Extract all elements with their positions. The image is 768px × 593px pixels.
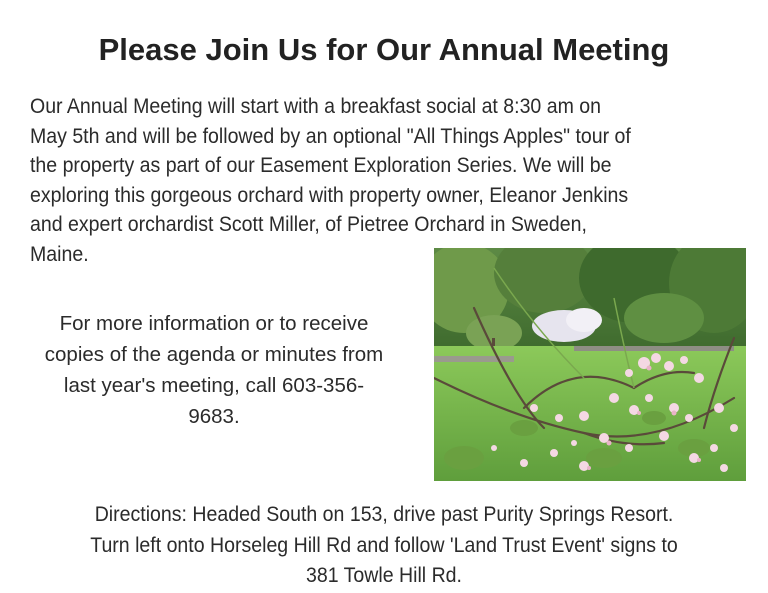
- directions-line: Turn left onto Horseleg Hill Rd and follow 'Land Trust Event' signs to: [90, 533, 678, 557]
- intro-line: and expert orchardist Scott Miller, of Pietree Orchard in Sweden,: [30, 213, 587, 236]
- contact-info-paragraph: [14, 308, 414, 432]
- intro-paragraph: [30, 92, 700, 269]
- intro-line: exploring this gorgeous orchard with property owner, Eleanor Jenkins: [30, 183, 629, 207]
- page-title: Please Join Us for Our Annual Meeting: [98, 32, 670, 67]
- directions-paragraph: [0, 500, 768, 592]
- info-line: 9683.: [188, 405, 240, 428]
- apple-blossom-image: [434, 248, 746, 481]
- intro-line: May 5th and will be followed by an optional "All Things Apples" tour of: [30, 124, 631, 148]
- orchard-photo: [434, 248, 746, 481]
- info-line: copies of the agenda or minutes from: [44, 343, 384, 366]
- intro-line: Our Annual Meeting will start with a breakfast social at 8:30 am on: [30, 95, 602, 118]
- intro-line: the property as part of our Easement Exploration Series. We will be: [30, 154, 612, 177]
- intro-line: Maine.: [30, 242, 89, 266]
- directions-line: Directions: Headed South on 153, drive past Purity Springs Resort.: [94, 503, 674, 526]
- info-line: last year's meeting, call 603-356-: [63, 374, 365, 397]
- directions-line: 381 Towle Hill Rd.: [306, 564, 462, 587]
- info-line: For more information or to receive: [59, 312, 369, 335]
